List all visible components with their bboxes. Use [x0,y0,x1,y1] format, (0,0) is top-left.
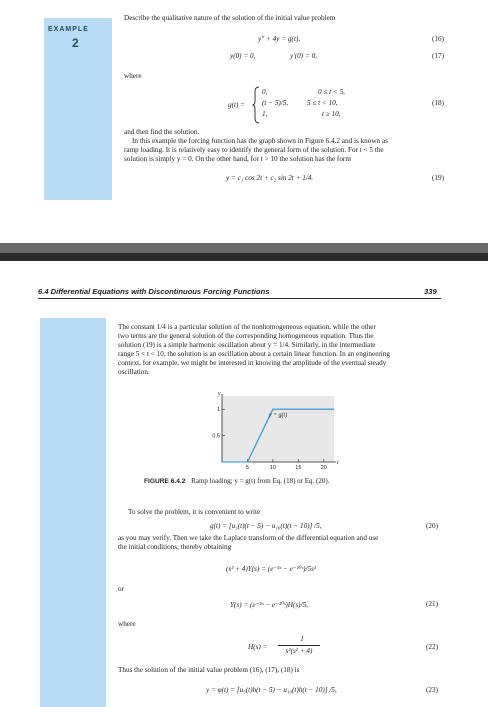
example-label: EXAMPLE [48,26,89,33]
section-title: 6.4 Differential Equations with Discontinuous Forcing Functions [38,287,270,296]
equation-22-lhs: H(s) = [248,643,268,651]
case-1-condition: 0 ≤ t < 5, [318,88,345,96]
curve-label: y = g(t) [268,412,288,419]
x-axis-label: t [337,460,339,466]
para2-line3: solution (19) is a simple harmonic oscillation about y = 1/4. Similarly, in the intermediate [118,341,376,349]
page-number: 339 [424,287,437,296]
piecewise-brace [252,86,260,124]
case-2-value: (t − 5)/5, [262,99,289,107]
plot-background [222,396,334,462]
or-label: or [118,585,124,593]
para1-line1: In this example the forcing function has the graph shown in Figure 6.4.2 and is known as [132,137,388,145]
case-1-value: 0, [262,88,268,96]
equation-21: Y(s) = (e⁻⁵ˢ − e⁻¹⁰ˢ)H(s)/5, [230,601,308,609]
equation-17-number: (17) [432,52,444,60]
y-tick-label: 1 [216,407,220,414]
verify-line2: the initial conditions, thereby obtaining [118,543,232,551]
para2-line1: The constant 1/4 is a particular solution of the nonhomogeneous equation, while the other [118,323,376,331]
verify-line1: as you may verify. Then we take the Laplace transform of the differential equation and use [118,534,379,542]
equation-17-part-a: y(0) = 0, [230,52,256,60]
equation-16-number: (16) [432,35,444,43]
x-tick-label: 20 [320,465,327,471]
para1-line3: solution is simply y = 0. On the other hand, for t > 10 the solution has the form [124,155,351,163]
para1-line2: ramp loading. It is relatively easy to identify the general form of the solution. For t < 5 the [124,146,384,154]
para2-line4: range 5 < t < 10, the solution is an oscillation about a certain linear function. In an engineering [118,350,390,358]
equation-23: y = φ(t) = [u₅(t)h(t − 5) − u₁₀(t)h(t − 10)] /5, [206,686,337,694]
para2-line5: context, for example, we might be interested in knowing the amplitude of the eventual steady [118,359,387,367]
para2-line6: oscillation. [118,368,150,376]
equation-22-numerator: 1 [300,635,304,643]
case-2-condition: 5 ≤ t < 10, [307,99,338,107]
case-3-value: 1, [262,110,268,118]
find-solution-text: and then find the solution. [124,128,200,136]
case-3-condition: t ≥ 10, [322,110,341,118]
page-divider-dark [0,253,488,261]
para2-line2: two terms are the general solution of the corresponding homogeneous equation. Thus the [118,332,374,340]
thus-text: Thus the solution of the initial value problem (16), (17), (18) is [118,666,300,674]
equation-20-number: (20) [426,522,438,530]
equation-23-number: (23) [426,686,438,694]
page-divider-gray [0,243,488,253]
ramp-loading-chart [210,390,340,472]
equation-19-number: (19) [432,174,444,182]
equation-19: y = c₁ cos 2t + c₂ sin 2t + 1/4. [226,174,314,182]
equation-16: y″ + 4y = g(t), [258,35,301,43]
fraction-bar [278,645,320,646]
equation-21-number: (21) [426,600,438,608]
example-intro: Describe the qualitative nature of the solution of the initial value problem [124,14,336,22]
x-tick-label: 10 [269,465,276,471]
figure-caption [144,477,329,485]
equation-20: g(t) = [u₅(t)(t − 5) − u₁₀(t)(t − 10)] /5, [210,522,322,530]
left-margin-bar [40,318,106,707]
g-lhs: g(t) = [228,101,246,109]
where-label: where [124,72,142,80]
equation-18-number: (18) [432,99,444,107]
equation-22-number: (22) [426,643,438,651]
equation-22-denominator: s²(s² + 4) [285,647,313,655]
header-rule [38,298,441,299]
x-tick-label: 5 [245,465,249,471]
laplace-equation: (s² + 4)Y(s) = (e⁻⁵ˢ − e⁻¹⁰ˢ)/5s² [226,565,317,573]
figure-caption-label: FIGURE 6.4.2 [144,478,186,485]
equation-17-part-b: y′(0) = 0, [290,52,317,60]
y-axis-label: y [218,391,221,397]
solve-intro: To solve the problem, it is convenient to write [128,508,261,516]
where-label-2: where [118,620,136,628]
example-number: 2 [72,36,79,50]
figure-caption-text: Ramp loading; y = g(t) from Eq. (18) or Eq. (20). [191,477,330,485]
y-tick-label: 0.5 [212,433,220,440]
x-tick-label: 15 [295,465,302,471]
